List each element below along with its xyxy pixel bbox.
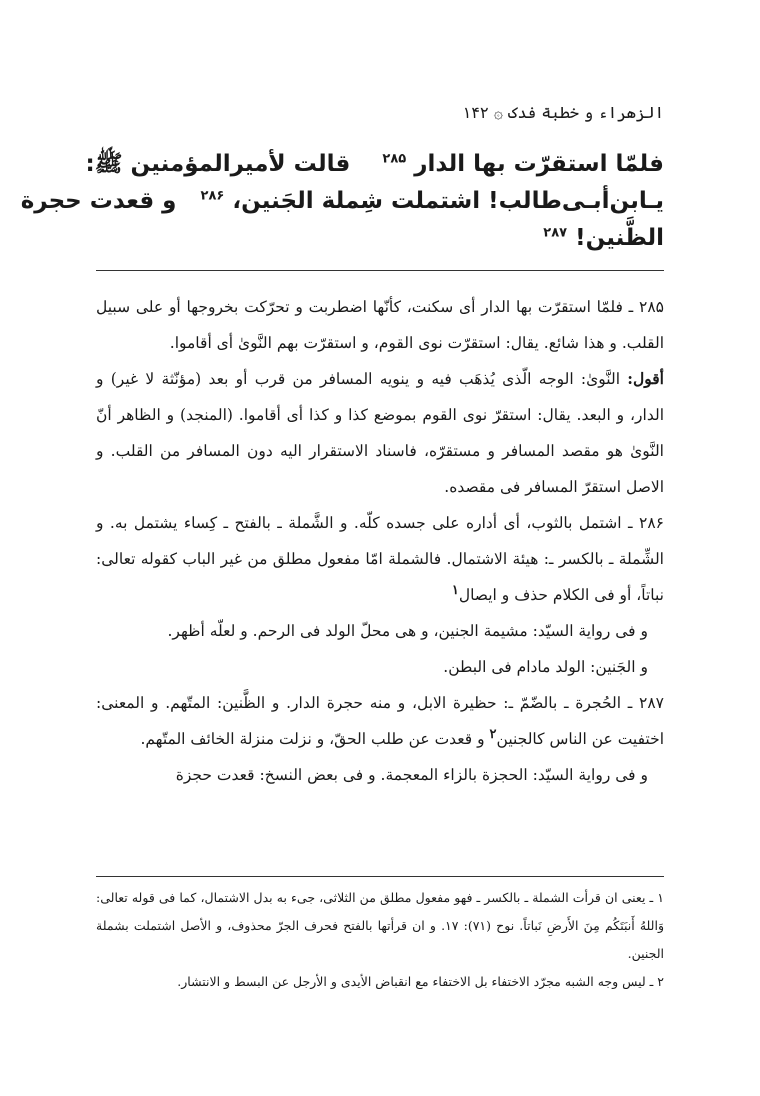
note-285-commentary: أقول: النَّوىٰ: الوجه الّذى يُذهَب فيه و ينويه المسافر من قرب أو بعد (مؤنّثة لا غير) و الدار، و البعد. يقال: استقرّ نوى القوم بموضع كذا و كذا أى أقاموا. (المنجد) و الظاهر أنّ النَّوىٰ هو مقصد المسافر و مستقرّه، فاسناد الاستقرار اليه دون المسافر من القلب. و الاصل استقرّ المسافر فى مقصده. bbox=[96, 369, 664, 496]
passage-text: و قعدت حجرة bbox=[20, 188, 177, 214]
note-287-variant: و فى رواية السيّد: الحجزة بالزاء المعجمة. و فى بعض النسخ: قعدت حجزة bbox=[175, 766, 648, 784]
running-header: الزهراء و خطبة فدک ۞ ۱۴۲ bbox=[462, 103, 664, 122]
note-ref-285[interactable]: ۲۸۵ bbox=[382, 151, 407, 167]
note-286-variant: و فى رواية السيّد: مشيمة الجنين، و هى محلّ الولد فى الرحم. و لعلّه أظهر. bbox=[167, 622, 648, 640]
note-287: ۲۸۷ ـ الحُجرة ـ بالضّمّ ـ: حظيرة الابل، و منه حجرة الدار. و الظَّنين: المتّهم. و المعنى: اختفيت عن الناس كالجنين$^۲$ و قعدت عن طلب الحقّ، و نزلت منزلة الخائف المتّهم. bbox=[96, 694, 664, 748]
commentary-body bbox=[96, 289, 664, 793]
quoted-sermon-passage bbox=[20, 146, 664, 257]
footnote-2: ۲ ـ ليس وجه الشبه مجرّد الاختفاء بل الاختفاء مع انقباض الأيدى و الأرجل عن البسط و الانتشار. bbox=[177, 974, 664, 989]
passage-text: الظَّنين! bbox=[575, 225, 664, 251]
note-286: ۲۸۶ ـ اشتمل بالثوب، أى أداره على جسده كلّه. و الشَّملة ـ بالفتح ـ كِساء يشتمل به. و الشِّملة ـ بالكسر ـ: هيئة الاشتمال. فالشملة امّا مفعول مطلق من غير الباب كقوله تعالى: نباتاً، أو فى الكلام حذف و ايصال$^۱$ bbox=[96, 514, 664, 604]
passage-line-2 bbox=[20, 183, 664, 220]
note-286-janin: و الجَنين: الولد مادام فى البطن. bbox=[443, 658, 648, 676]
passage-text: يـابن‌أبـى‌طالب! اشتملت شِملة الجَنين، bbox=[232, 188, 664, 214]
footnote-ref-2[interactable]: ۲ bbox=[489, 726, 497, 742]
passage-text: قالت لأميرالمؤمنين ﷺ: bbox=[85, 151, 351, 177]
footnote-1: ۱ ـ يعنى ان قرأت الشملة ـ بالكسر ـ فهو مفعول مطلق من الثلاثى، جىء به بدل الاشتمال، كما فى قوله تعالى: وَاللهُ أَنبَتَكُم مِنَ الأَرضِ نَباتاً. نوح (۷۱): ۱۷. و ان قرأتها بالفتح فحرف الجرّ محذوف، و الأصل اشتملت بشملة الجنين. bbox=[96, 890, 664, 961]
section-divider bbox=[96, 270, 664, 271]
passage-line-3 bbox=[96, 220, 664, 257]
note-285: ۲۸۵ ـ فلمّا استقرّت بها الدار أى سكنت، كأنّها اضطربت و تحرّكت بخروجها أو على سبيل القلب. و هذا شائع. يقال: استقرّت نوى القوم، و استقرّت بهم النَّوىٰ أى أقاموا. bbox=[96, 298, 664, 352]
footnotes bbox=[96, 884, 664, 996]
passage-line-1 bbox=[85, 146, 664, 183]
footnote-ref-1[interactable]: ۱ bbox=[451, 582, 459, 598]
note-ref-287[interactable]: ۲۸۷ bbox=[543, 225, 568, 241]
note-ref-286[interactable]: ۲۸۶ bbox=[200, 188, 225, 204]
passage-text: فلمّا استقرّت بها الدار bbox=[414, 151, 664, 177]
footnote-divider bbox=[96, 876, 664, 877]
aqul-label: أقول: bbox=[627, 369, 664, 388]
